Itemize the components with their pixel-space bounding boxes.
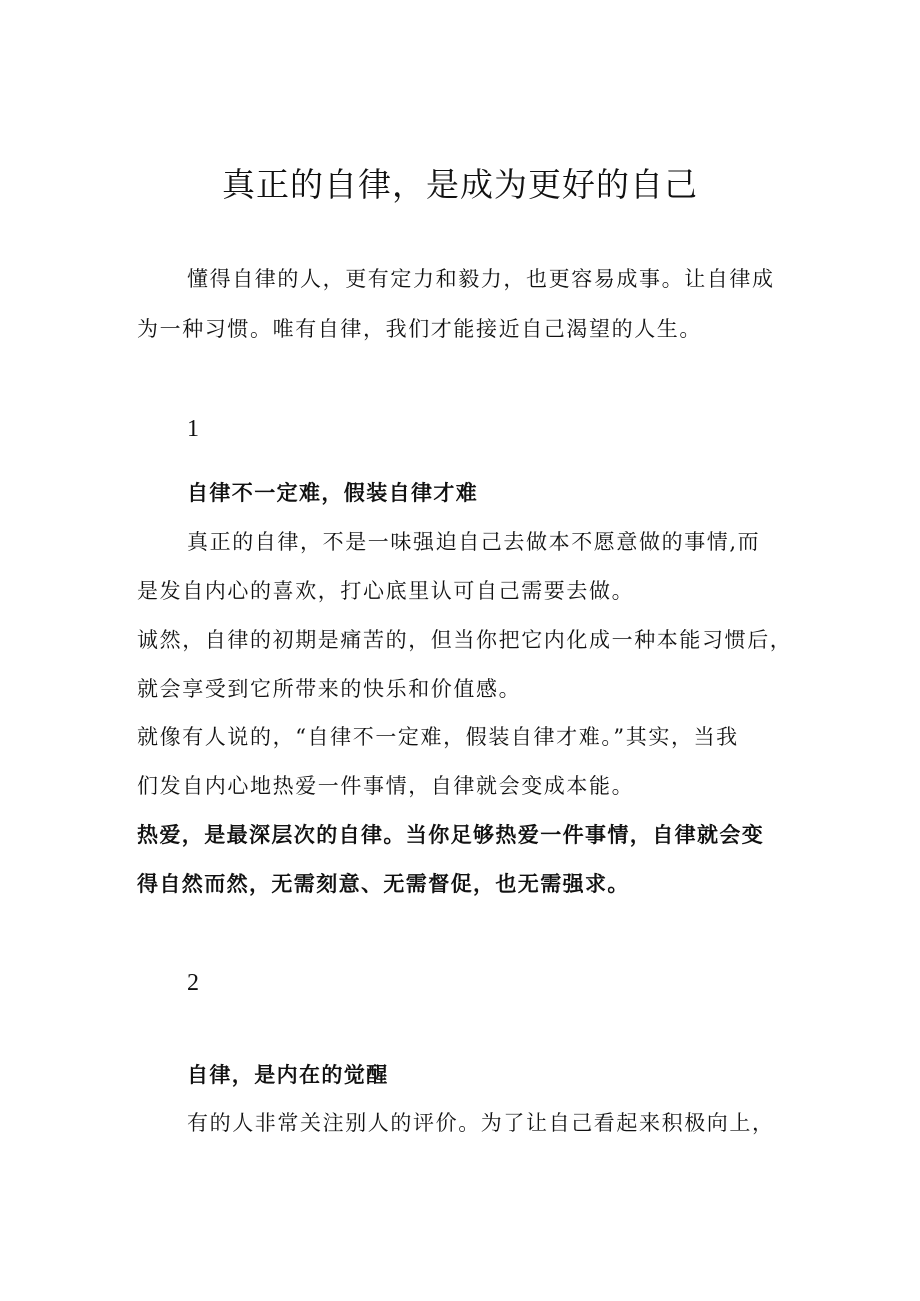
section-number: 1 xyxy=(187,416,199,442)
paragraph-line: 就会享受到它所带来的快乐和价值感。 xyxy=(137,677,522,701)
section-number: 2 xyxy=(187,970,199,996)
emphasis-line: 得自然而然，无需刻意、无需督促，也无需强求。 xyxy=(137,871,630,896)
intro-line: 为一种习惯。唯有自律，我们才能接近自己渴望的人生。 xyxy=(137,317,702,341)
section-heading: 自律不一定难，假装自律才难 xyxy=(187,480,479,505)
intro-line: 懂得自律的人，更有定力和毅力，也更容易成事。让自律成 xyxy=(187,267,775,291)
document-title: 真正的自律，是成为更好的自己 xyxy=(222,165,698,204)
paragraph-line: 们发自内心地热爱一件事情，自律就会变成本能。 xyxy=(137,774,635,798)
section-heading: 自律，是内在的觉醒 xyxy=(187,1062,389,1087)
paragraph-line: 真正的自律，不是一味强迫自己去做本不愿意做的事情,而 xyxy=(187,530,761,554)
paragraph-line: 就像有人说的，“自律不一定难，假装自律才难。”其实，当我 xyxy=(137,725,739,749)
paragraph-line: 诚然，自律的初期是痛苦的，但当你把它内化成一种本能习惯后， xyxy=(137,628,793,652)
emphasis-line: 热爱，是最深层次的自律。当你足够热爱一件事情，自律就会变 xyxy=(137,822,765,847)
paragraph-line: 有的人非常关注别人的评价。为了让自己看起来积极向上， xyxy=(187,1111,775,1135)
paragraph-line: 是发自内心的喜欢，打心底里认可自己需要去做。 xyxy=(137,579,635,603)
